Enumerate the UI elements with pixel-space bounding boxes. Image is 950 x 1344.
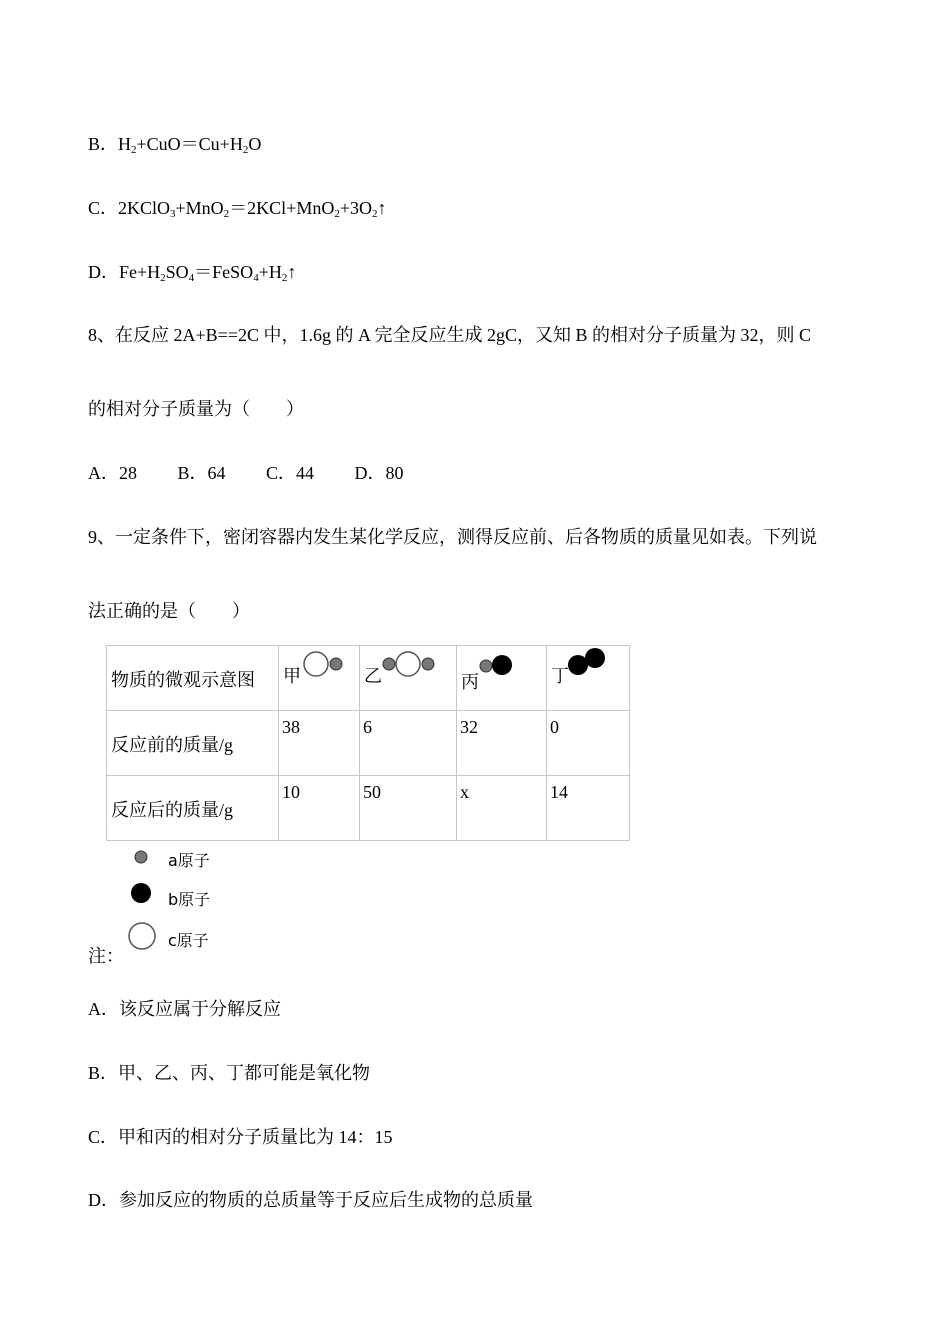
- q8-options: [88, 462, 404, 484]
- legend-label-c: c原子: [168, 931, 209, 950]
- table-cell: [107, 776, 279, 841]
- after-jia: 10: [282, 782, 300, 802]
- q8-option-d: D．80: [354, 463, 404, 483]
- table-cell: [360, 711, 457, 776]
- q7-option-d: [88, 261, 296, 283]
- q9-stem-line1: 9、一定条件下，密闭容器内发生某化学反应，测得反应前、后各物质的质量见如表。下列说: [88, 527, 817, 547]
- molecule-jia-icon: [279, 646, 359, 686]
- q8-stem-line1: 8、在反应 2A+B==2C 中，1.6g 的 A 完全反应生成 2gC，又知 B 的相对分子质量为 32，则 C: [88, 325, 811, 345]
- row-label-before: 反应前的质量/g: [111, 735, 234, 755]
- before-ding: 0: [550, 717, 559, 737]
- molecule-ding-icon: [547, 646, 629, 686]
- row-label-after: 反应后的质量/g: [111, 800, 234, 820]
- before-bing: 32: [460, 717, 478, 737]
- before-jia: 38: [282, 717, 300, 737]
- q7-option-c-text: C．$2KClO_3+MnO_2=2KCl+MnO_2+3O_2↑$: [88, 198, 387, 220]
- table-cell: [360, 776, 457, 841]
- table-row-micro: [107, 646, 630, 711]
- molecule-bing-icon: [457, 646, 546, 686]
- q9-option-d: D．参加反应的物质的总质量等于反应后生成物的总质量: [88, 1190, 533, 1210]
- table-cell: [107, 711, 279, 776]
- q9-option-b: B．甲、乙、丙、丁都可能是氧化物: [88, 1063, 371, 1083]
- table-cell: [457, 776, 547, 841]
- table-cell: [279, 776, 360, 841]
- legend-label-b: b原子: [168, 890, 211, 909]
- table-row-before: [107, 711, 630, 776]
- table-cell: [107, 646, 279, 711]
- before-yi: 6: [363, 717, 372, 737]
- q7-option-c: [88, 197, 387, 219]
- table-cell: [457, 646, 547, 711]
- table-cell: [279, 711, 360, 776]
- table-cell: [547, 711, 630, 776]
- substance-ding-label: 丁: [551, 666, 569, 686]
- after-bing: x: [460, 782, 469, 802]
- small-gray-atom-icon: [120, 840, 164, 876]
- substance-jia-label: 甲: [283, 666, 301, 686]
- q9-stem-line2: 法正确的是（ ）: [88, 601, 250, 621]
- q9-note: 注：: [88, 946, 124, 966]
- black-atom-icon: [120, 879, 164, 915]
- legend-label-a: a原子: [168, 851, 210, 870]
- row-label-micro: 物质的微观示意图: [111, 670, 255, 690]
- table-row-after: [107, 776, 630, 841]
- legend-item-b: [120, 879, 240, 915]
- table-cell: [360, 646, 457, 711]
- molecule-yi-icon: [360, 646, 456, 686]
- after-ding: 14: [550, 782, 568, 802]
- q7-option-b-text: B．$H_2+CuO=Cu+H_2O$: [88, 134, 262, 156]
- q9-option-c: C．甲和丙的相对分子质量比为 14：15: [88, 1127, 393, 1147]
- table-cell: [547, 776, 630, 841]
- table-cell: [547, 646, 630, 711]
- substance-yi-label: 乙: [364, 666, 382, 686]
- q9-option-a: A．该反应属于分解反应: [88, 999, 281, 1019]
- q7-option-b: [88, 133, 261, 155]
- q9-mass-table: [106, 645, 630, 841]
- q8-option-b: B．64: [177, 463, 226, 483]
- substance-bing-label: 丙: [461, 672, 479, 692]
- q8-stem-line2: 的相对分子质量为（ ）: [88, 399, 304, 419]
- white-atom-icon: [120, 920, 164, 956]
- table-cell: [457, 711, 547, 776]
- q7-option-d-text: D．$Fe+H_2SO_4=FeSO_4+H_2↑$: [88, 262, 297, 284]
- legend-item-a: [120, 840, 240, 876]
- table-cell: [279, 646, 360, 711]
- q8-option-a: A．28: [88, 463, 137, 483]
- q8-option-c: C．44: [266, 463, 315, 483]
- after-yi: 50: [363, 782, 381, 802]
- legend-item-c: [120, 920, 240, 956]
